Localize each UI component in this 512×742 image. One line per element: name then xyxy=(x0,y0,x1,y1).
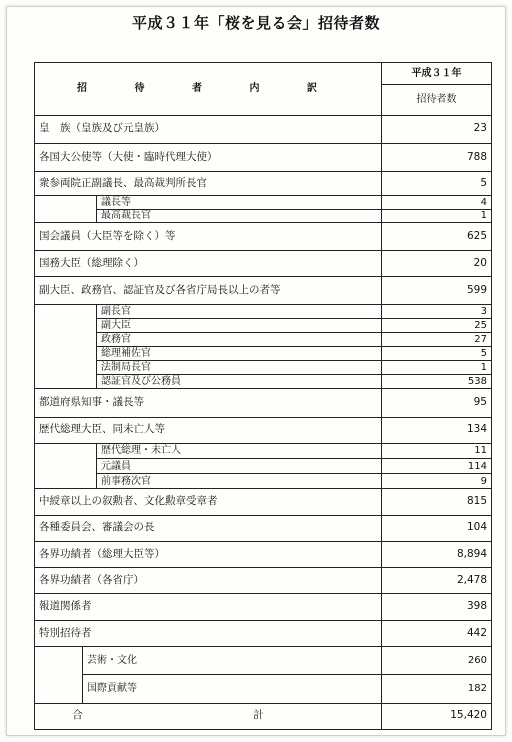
row-label: 前事務次官 xyxy=(97,474,382,489)
row-indent xyxy=(35,646,83,703)
row-label: 認証官及び公務員 xyxy=(97,375,382,389)
row-value: 398 xyxy=(382,594,492,620)
page-title: 平成３１年「桜を見る会」招待者数 xyxy=(131,14,380,32)
header-year: 平成３１年 xyxy=(382,63,492,85)
row-value: 9 xyxy=(382,474,492,489)
row-label: 各界功績者（各省庁） xyxy=(35,568,382,594)
row-value: 599 xyxy=(382,277,492,305)
row-label: 各国大公使等（大使・臨時代理大使） xyxy=(35,143,382,171)
table-row xyxy=(35,417,492,443)
row-value: 788 xyxy=(382,143,492,171)
table-sub-row xyxy=(35,346,492,360)
row-value: 815 xyxy=(382,489,492,515)
row-value: 442 xyxy=(382,620,492,646)
row-label: 元議員 xyxy=(97,459,382,474)
row-label: 衆参両院正副議長、最高裁判所長官 xyxy=(35,172,382,196)
row-label: 議長等 xyxy=(97,196,382,209)
table-total-row xyxy=(35,703,492,729)
row-label: 国際貢献等 xyxy=(83,675,382,703)
row-label: 副大臣 xyxy=(97,318,382,332)
row-label: 芸術・文化 xyxy=(83,646,382,674)
row-value: 4 xyxy=(382,196,492,209)
row-value: 5 xyxy=(382,346,492,360)
header-count: 招待者数 xyxy=(382,85,492,115)
row-value: 260 xyxy=(382,646,492,674)
table-sub-row xyxy=(35,332,492,346)
table-row xyxy=(35,172,492,196)
table-sub-row xyxy=(35,209,492,222)
table-sub-row xyxy=(35,646,492,674)
table-row xyxy=(35,115,492,143)
row-indent xyxy=(35,443,97,488)
row-label: 歴代総理・未亡人 xyxy=(97,443,382,458)
row-label: 中綬章以上の叙勲者、文化勲章受章者 xyxy=(35,489,382,515)
row-label: 国会議員（大臣等を除く）等 xyxy=(35,222,382,250)
row-value: 20 xyxy=(382,250,492,276)
table-sub-row xyxy=(35,361,492,375)
row-label: 総理補佐官 xyxy=(97,346,382,360)
table-row xyxy=(35,277,492,305)
table-sub-row xyxy=(35,196,492,209)
row-label: 政務官 xyxy=(97,332,382,346)
table-row xyxy=(35,489,492,515)
row-label: 都道府県知事・議長等 xyxy=(35,389,382,417)
table-sub-row xyxy=(35,459,492,474)
row-label: 報道関係者 xyxy=(35,594,382,620)
row-value: 23 xyxy=(382,115,492,143)
row-value: 1 xyxy=(382,361,492,375)
row-value: 27 xyxy=(382,332,492,346)
table-sub-row xyxy=(35,474,492,489)
row-indent xyxy=(35,305,97,389)
row-label: 特別招待者 xyxy=(35,620,382,646)
table-row xyxy=(35,594,492,620)
row-value: 3 xyxy=(382,305,492,318)
row-label: 国務大臣（総理除く） xyxy=(35,250,382,276)
table-row xyxy=(35,541,492,567)
row-label: 皇 族（皇族及び元皇族） xyxy=(35,115,382,143)
table-row xyxy=(35,222,492,250)
table-sub-row xyxy=(35,375,492,389)
row-label: 歴代総理大臣、同未亡人等 xyxy=(35,417,382,443)
table-sub-row xyxy=(35,305,492,318)
table-row xyxy=(35,620,492,646)
row-value: 134 xyxy=(382,417,492,443)
row-value: 625 xyxy=(382,222,492,250)
row-label: 副長官 xyxy=(97,305,382,318)
row-label: 最高裁長官 xyxy=(97,209,382,222)
row-indent xyxy=(35,196,97,222)
table-sub-row xyxy=(35,675,492,703)
row-label: 副大臣、政務官、認証官及び各省庁局長以上の者等 xyxy=(35,277,382,305)
row-value: 114 xyxy=(382,459,492,474)
header-breakdown: 招 待 者 内 訳 xyxy=(35,63,382,116)
table-sub-row xyxy=(35,443,492,458)
table-row xyxy=(35,568,492,594)
table-row xyxy=(35,250,492,276)
row-value: 2,478 xyxy=(382,568,492,594)
row-value: 95 xyxy=(382,389,492,417)
row-label: 各界功績者（総理大臣等） xyxy=(35,541,382,567)
guest-count-table xyxy=(34,62,492,730)
table-header-row xyxy=(35,63,492,85)
row-label: 各種委員会、審議会の長 xyxy=(35,515,382,541)
table-sub-row xyxy=(35,318,492,332)
table-row xyxy=(35,515,492,541)
total-label: 合 計 xyxy=(35,703,382,729)
row-value: 182 xyxy=(382,675,492,703)
row-value: 538 xyxy=(382,375,492,389)
row-value: 25 xyxy=(382,318,492,332)
row-value: 11 xyxy=(382,443,492,458)
row-value: 8,894 xyxy=(382,541,492,567)
row-value: 1 xyxy=(382,209,492,222)
row-value: 104 xyxy=(382,515,492,541)
total-value: 15,420 xyxy=(382,703,492,729)
row-value: 5 xyxy=(382,172,492,196)
row-label: 法制局長官 xyxy=(97,361,382,375)
table-row xyxy=(35,143,492,171)
table-row xyxy=(35,389,492,417)
